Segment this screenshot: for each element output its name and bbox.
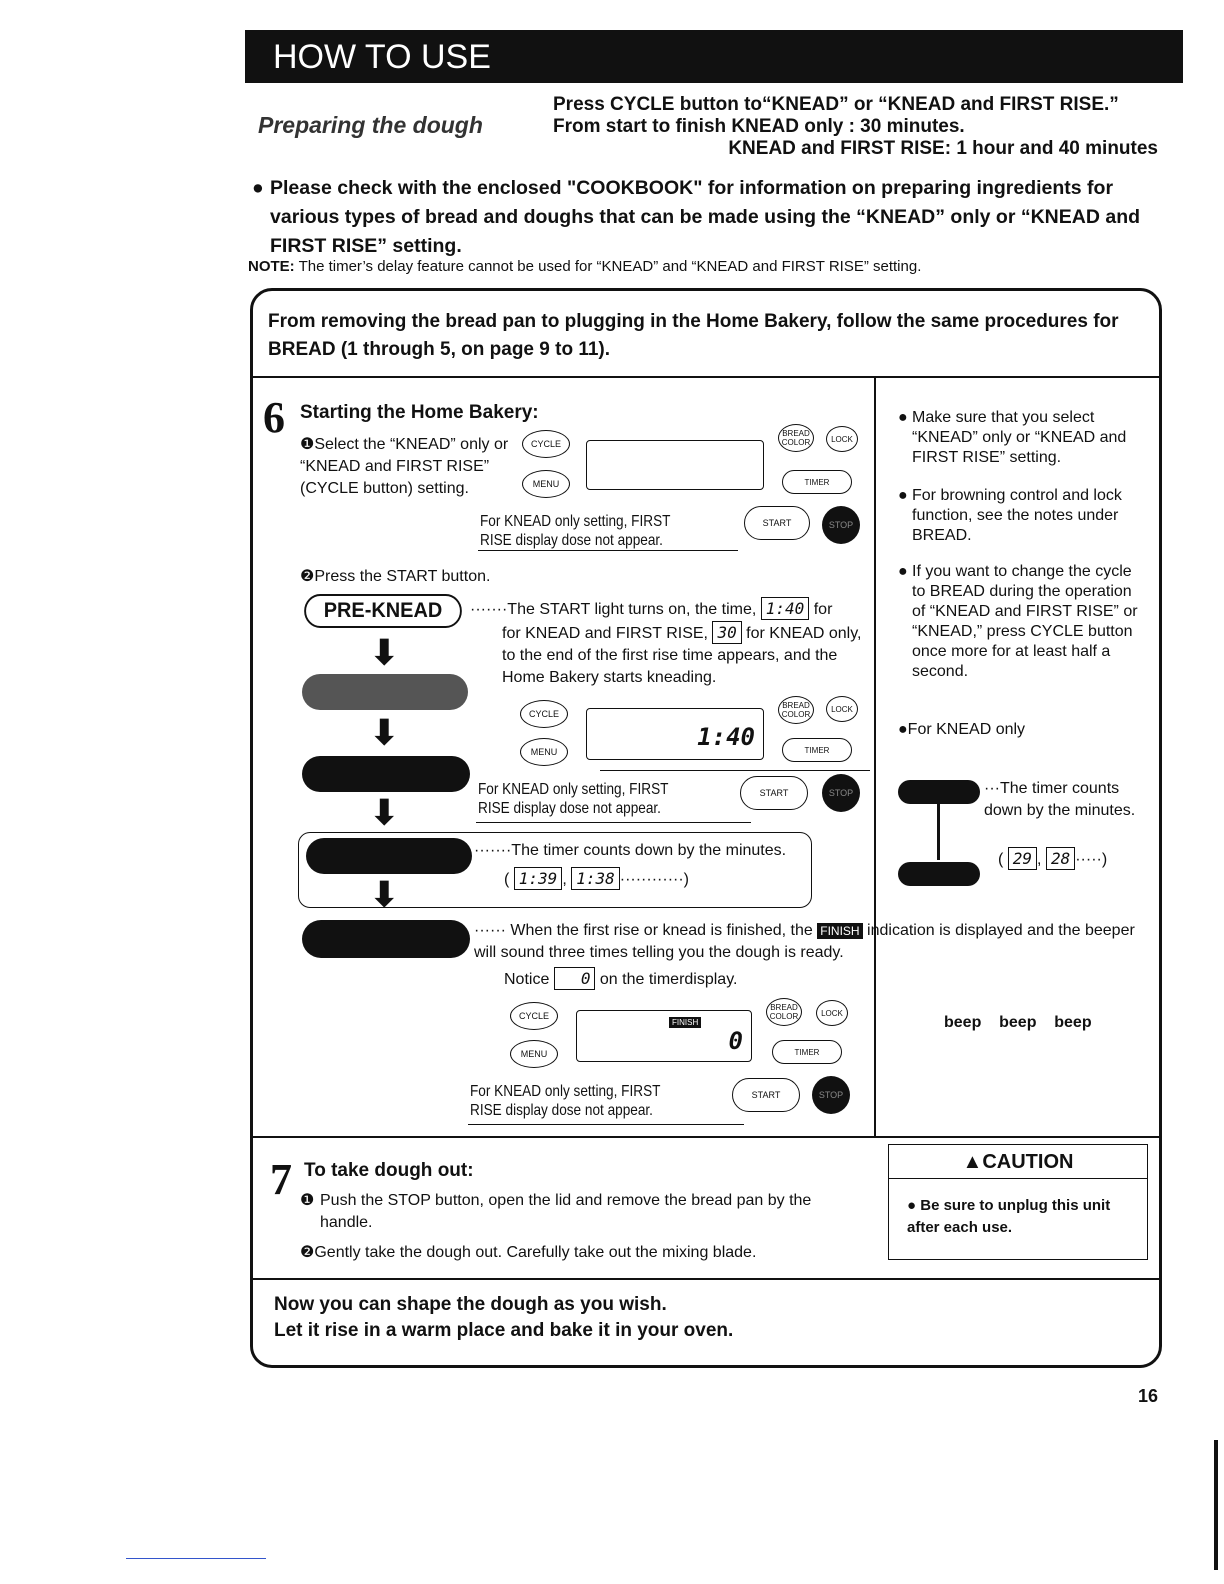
side-note-1: ● Make sure that you select “KNEAD” only or “KNEAD and FIRST RISE” setting.: [898, 409, 1127, 466]
divider: [252, 1136, 1160, 1138]
down-arrow-icon: ⬇: [370, 794, 399, 832]
bullet-icon: ●: [898, 487, 908, 504]
stage-indicator: [302, 920, 470, 958]
number-1-icon: ❶: [300, 1192, 315, 1209]
step6-instruction2: ❷Press the START button.: [300, 568, 491, 585]
lock-button[interactable]: LOCK: [826, 426, 858, 452]
timer-button[interactable]: TIMER: [772, 1040, 842, 1064]
flow-line: [937, 790, 940, 860]
display-caption: For KNEAD only setting, FIRST RISE display dose not appear.: [480, 513, 671, 549]
edge-mark: [126, 1558, 266, 1559]
stage-indicator: [898, 862, 980, 886]
start-button[interactable]: START: [732, 1078, 800, 1112]
cycle-button[interactable]: CYCLE: [510, 1002, 558, 1030]
pre-knead-indicator: PRE-KNEAD: [304, 594, 462, 628]
cycle-button[interactable]: CYCLE: [522, 430, 570, 458]
side-countdown-values: ( 29 , 28 ·····): [998, 849, 1108, 868]
lcd-display: [586, 440, 764, 490]
divider: [252, 376, 1160, 378]
caution-box: [888, 1144, 1148, 1260]
step-title: Starting the Home Bakery:: [300, 402, 539, 423]
timer-button[interactable]: TIMER: [782, 470, 852, 494]
down-arrow-icon: ⬇: [370, 714, 399, 752]
bread-color-button[interactable]: BREAD COLOR: [778, 424, 814, 452]
bread-color-button[interactable]: BREAD COLOR: [778, 696, 814, 724]
caution-title: ▲CAUTION: [889, 1151, 1147, 1179]
menu-button[interactable]: MENU: [520, 738, 568, 766]
divider: [874, 376, 876, 1136]
step6-instruction1: ❶Select the “KNEAD” only or “KNEAD and FIRST RISE” (CYCLE button) setting.: [300, 436, 509, 497]
intro-line2: From start to finish KNEAD only : 30 minutes.: [553, 116, 965, 137]
cycle-button[interactable]: CYCLE: [520, 700, 568, 728]
down-arrow-icon: ⬇: [370, 634, 399, 672]
step7-instruction2: ❷Gently take the dough out. Carefully take out the mixing blade.: [300, 1244, 757, 1261]
section-title: Preparing the dough: [258, 112, 483, 138]
bullet-icon: ●: [898, 721, 908, 738]
caption-underline: [468, 1124, 744, 1125]
timer-count-text: ·······The timer counts down by the minutes. ( 1:39 , 1:38 ············): [474, 842, 787, 888]
side-note-4: ●For KNEAD only: [898, 721, 1026, 738]
divider: [600, 770, 870, 771]
down-arrow-icon: ⬇: [370, 876, 399, 914]
bullet-icon: ●: [252, 177, 264, 199]
page-number: 16: [1138, 1386, 1159, 1406]
lock-button[interactable]: LOCK: [816, 1000, 848, 1026]
step-number: 7: [270, 1155, 292, 1204]
lock-button[interactable]: LOCK: [826, 696, 858, 722]
finish-description: ······ When the first rise or knead is finished, the FINISH indication is displayed and the beeper will sound three times telling you the dough is ready. Notice 0 on the timerdisplay.: [474, 922, 1135, 988]
timer-button[interactable]: TIMER: [782, 738, 852, 762]
start-button[interactable]: START: [740, 776, 808, 810]
bullet-icon: ●: [898, 409, 908, 426]
warning-icon: ▲: [962, 1151, 983, 1173]
intro-line3: KNEAD and FIRST RISE: 1 hour and 40 minutes: [728, 138, 1158, 159]
display-caption: For KNEAD only setting, FIRST RISE display dose not appear.: [470, 1083, 661, 1119]
stage-indicator: [302, 674, 468, 710]
beep-text: beep beep beep: [944, 1014, 1092, 1031]
edge-mark: [1214, 1440, 1218, 1570]
lcd-display: FINISH 0: [576, 1010, 752, 1062]
intro-block: [553, 94, 1158, 160]
finish-badge: FINISH: [817, 923, 862, 939]
caption-underline: [476, 822, 751, 823]
bullet-icon: ●: [898, 563, 908, 580]
stop-button[interactable]: STOP: [822, 774, 860, 812]
start-button[interactable]: START: [744, 506, 810, 540]
menu-button[interactable]: MENU: [522, 470, 570, 498]
check-paragraph: ● Please check with the enclosed "COOKBOOK" for information on preparing ingredients for various types of bread and doughs that can be made using the “KNEAD” only or “KNEAD and FIRST RISE” setting.: [252, 174, 1160, 261]
footer-text: Now you can shape the dough as you wish. Let it rise in a warm place and bake it in your oven.: [274, 1294, 734, 1341]
note: NOTE: The timer’s delay feature cannot be used for “KNEAD” and “KNEAD and FIRST RISE” setting.: [248, 258, 922, 275]
start-description: ·······The START light turns on, the time, 1:40 for for KNEAD and FIRST RISE, 30 for KNEAD only, to the end of the first rise time appears, and the Home Bakery starts kneading.: [470, 599, 862, 686]
side-note-2: ● For browning control and lock function, see the notes under BREAD.: [898, 487, 1122, 544]
page-title: HOW TO USE: [273, 38, 491, 76]
step7-instruction1: ❶ Push the STOP button, open the lid and remove the bread pan by the handle.: [300, 1192, 812, 1231]
lcd-display: 1:40: [586, 708, 764, 760]
number-2-icon: ❷: [300, 568, 315, 585]
stage-indicator: [302, 756, 470, 792]
intro-line1: Press CYCLE button to“KNEAD” or “KNEAD and FIRST RISE.”: [553, 94, 1119, 115]
number-2-icon: ❷: [300, 1244, 315, 1261]
stop-button[interactable]: STOP: [822, 506, 860, 544]
banner-text: From removing the bread pan to plugging in the Home Bakery, follow the same procedures for BREAD (1 through 5, on page 9 to 11).: [268, 311, 1119, 360]
side-note-3: ● If you want to change the cycle to BREAD during the operation of “KNEAD and FIRST RISE” or “KNEAD,” press CYCLE button once more for at least half a second.: [898, 563, 1138, 680]
caution-text: ● Be sure to unplug this unit after each use.: [907, 1197, 1111, 1236]
divider: [252, 1278, 1160, 1280]
side-countdown: ···The timer counts down by the minutes.: [984, 780, 1136, 819]
menu-button[interactable]: MENU: [510, 1040, 558, 1068]
header-bar: [245, 30, 1183, 83]
bread-color-button[interactable]: BREAD COLOR: [766, 998, 802, 1026]
caption-underline: [478, 550, 738, 551]
stop-button[interactable]: STOP: [812, 1076, 850, 1114]
number-1-icon: ❶: [300, 436, 315, 453]
step-number: 6: [263, 393, 285, 442]
step-title: To take dough out:: [304, 1160, 474, 1181]
display-caption: For KNEAD only setting, FIRST RISE display dose not appear.: [478, 781, 669, 817]
